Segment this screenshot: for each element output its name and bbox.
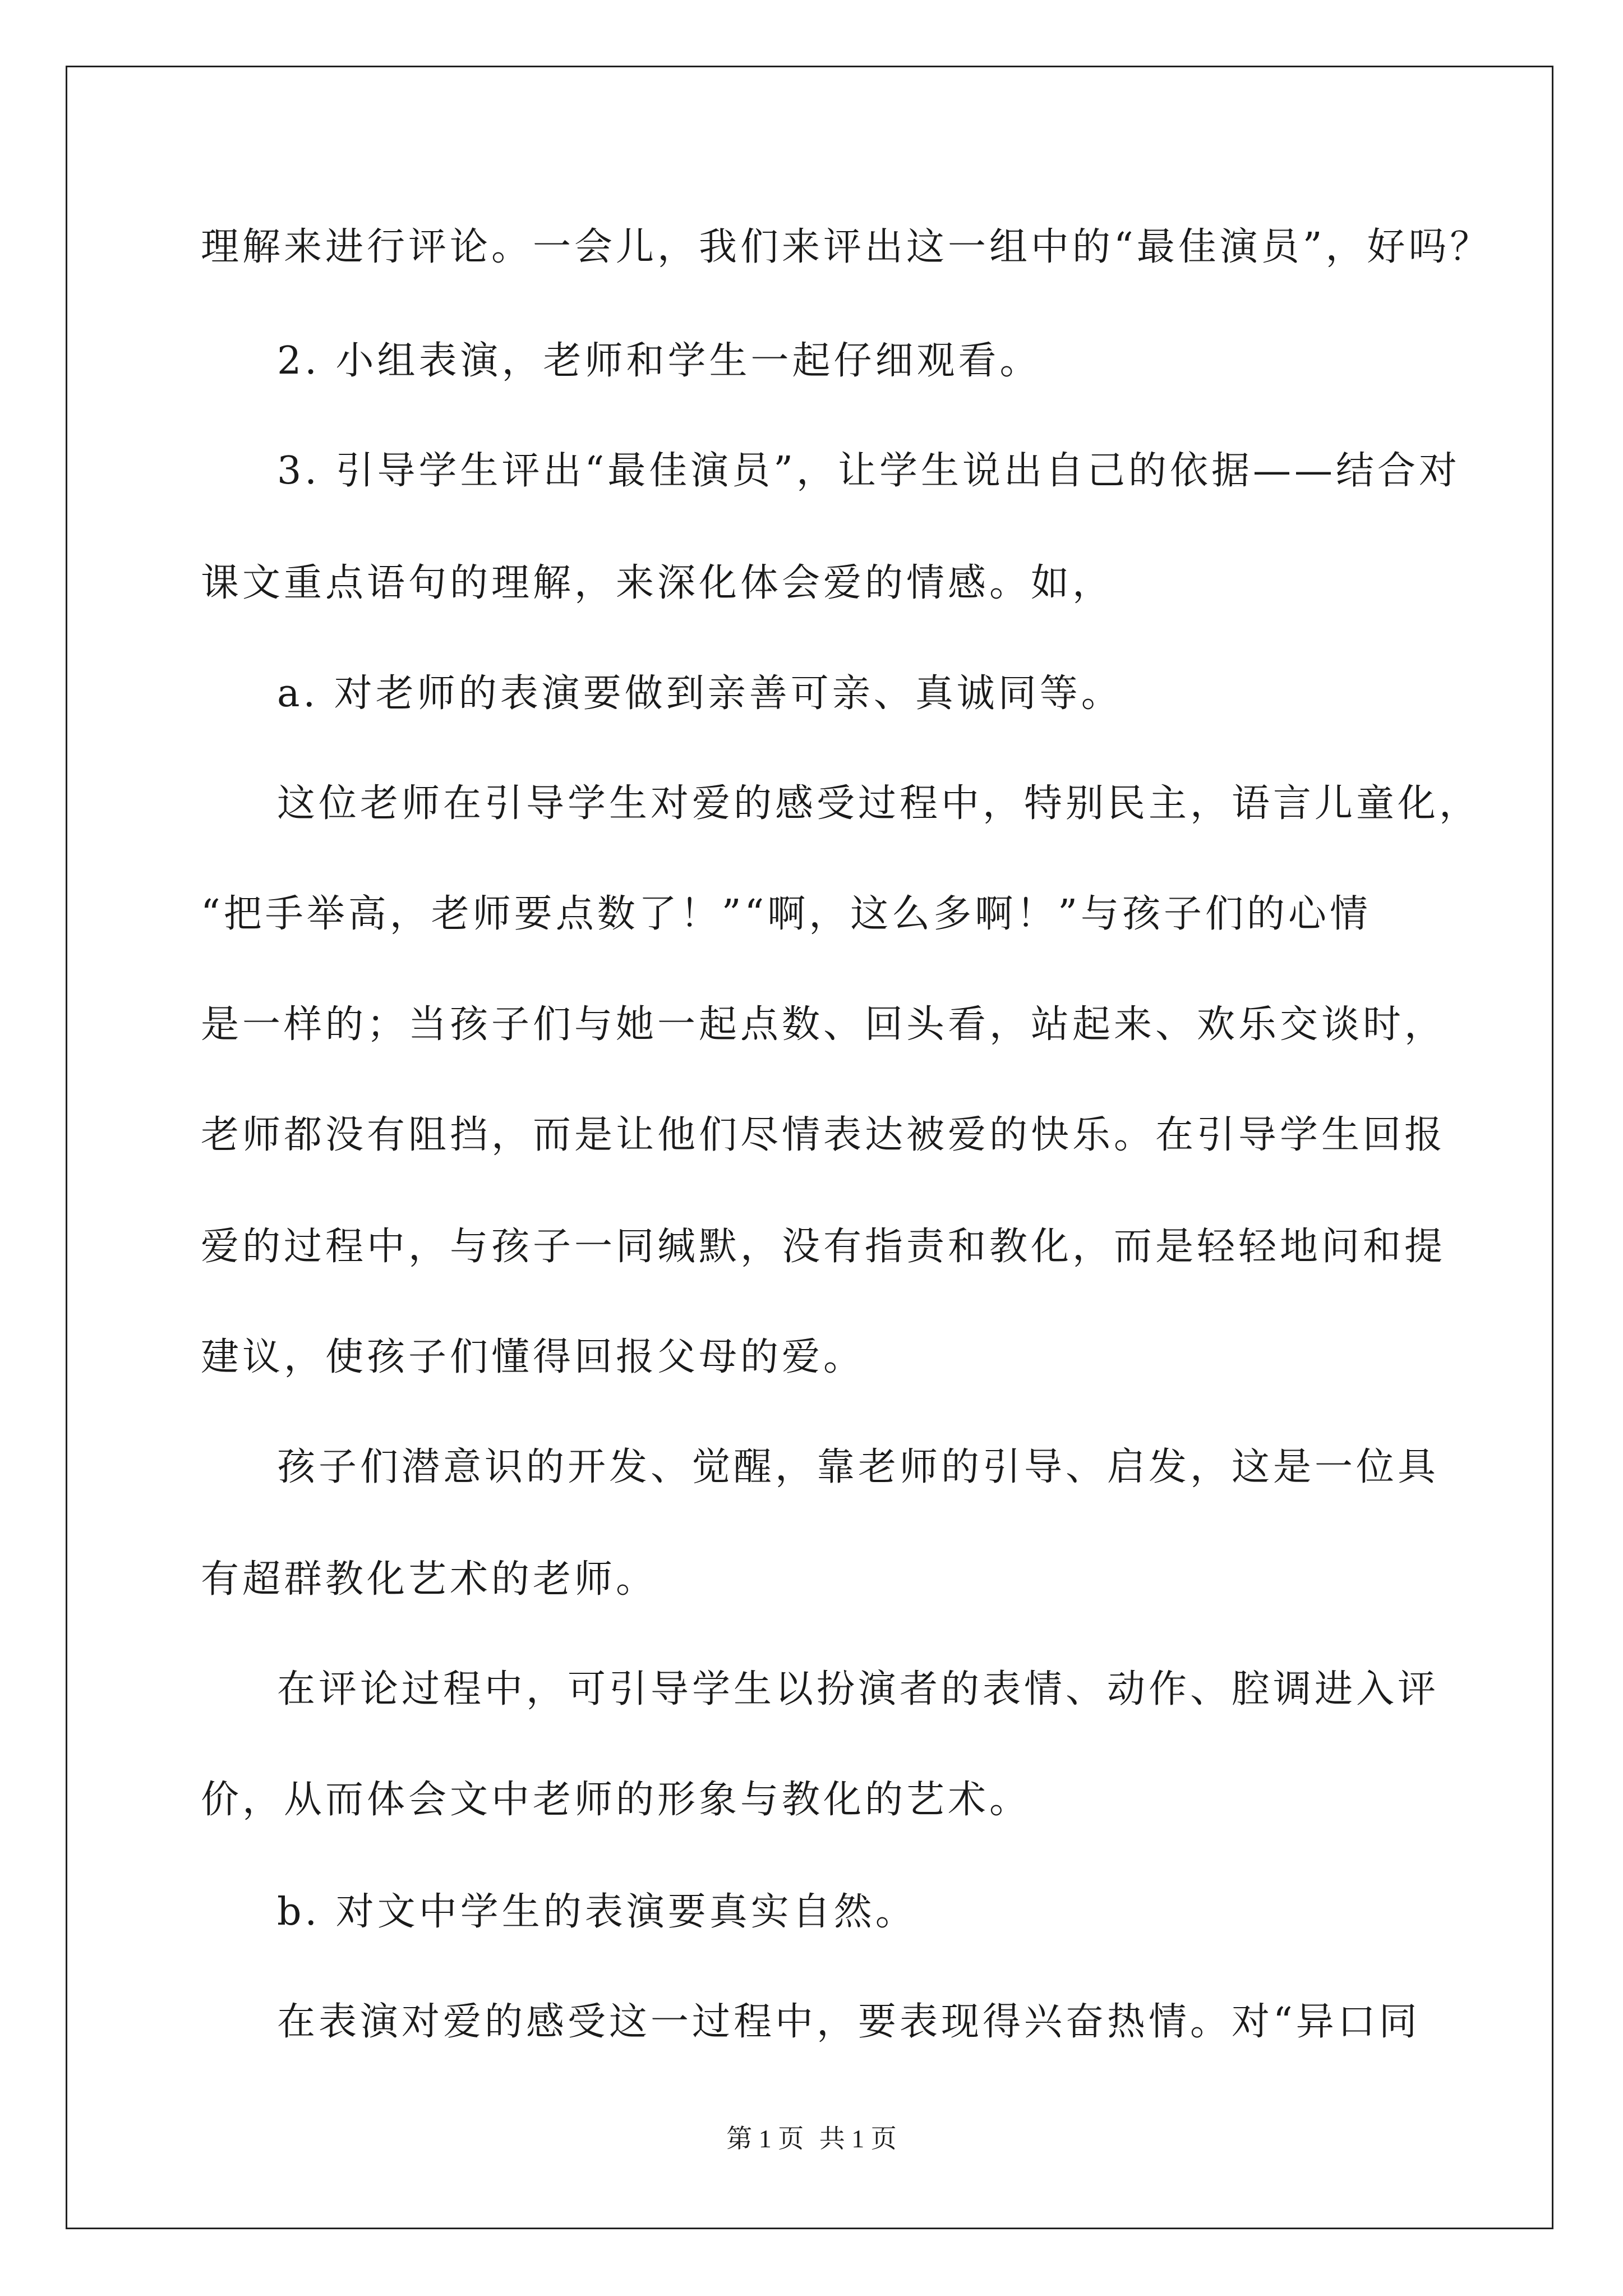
text-line: b. 对文中学生的表演要真实自然。 — [277, 1890, 917, 1934]
text-line: a. 对老师的表演要做到亲善可亲、真诚同等。 — [277, 671, 1123, 716]
text-line: 在表演对爱的感受这一过程中，要表现得兴奋热情。对“异口同 — [277, 2000, 1421, 2044]
page-footer — [0, 2123, 1623, 2155]
page-total: 共 1 页 — [819, 2124, 897, 2153]
text-line: 有超群教化艺术的老师。 — [201, 1557, 658, 1602]
text-line: 是一样的；当孩子们与她一起点数、回头看，站起来、欢乐交谈时， — [201, 1002, 1446, 1047]
text-line: 3. 引导学生评出“最佳演员”，让学生说出自己的依据——结合对 — [277, 449, 1461, 493]
text-line: 建议，使孩子们懂得回报父母的爱。 — [201, 1335, 865, 1379]
page-number: 第 1 页 — [726, 2124, 804, 2153]
text-line: 在评论过程中，可引导学生以扮演者的表情、动作、腔调进入评 — [277, 1667, 1440, 1711]
text-line: 理解来进行评论。一会儿，我们来评出这一组中的“最佳演员”，好吗？ — [201, 225, 1492, 269]
text-line: 课文重点语句的理解，来深化体会爱的情感。如， — [201, 561, 1114, 605]
text-line: 孩子们潜意识的开发、觉醒，靠老师的引导、启发，这是一位具 — [277, 1445, 1440, 1489]
text-line: 老师都没有阻挡，而是让他们尽情表达被爱的快乐。在引导学生回报 — [201, 1113, 1446, 1157]
text-line: 这位老师在引导学生对爱的感受过程中，特别民主，语言儿童化， — [277, 781, 1481, 826]
text-line: 2. 小组表演，老师和学生一起仔细观看。 — [277, 339, 1041, 383]
text-line: 爱的过程中，与孩子一同缄默，没有指责和教化，而是轻轻地问和提 — [201, 1225, 1446, 1269]
text-line: 价，从而体会文中老师的形象与教化的艺术。 — [201, 1778, 1031, 1822]
text-line: “把手举高，老师要点数了！”“啊，这么多啊！”与孩子们的心情 — [201, 892, 1372, 936]
